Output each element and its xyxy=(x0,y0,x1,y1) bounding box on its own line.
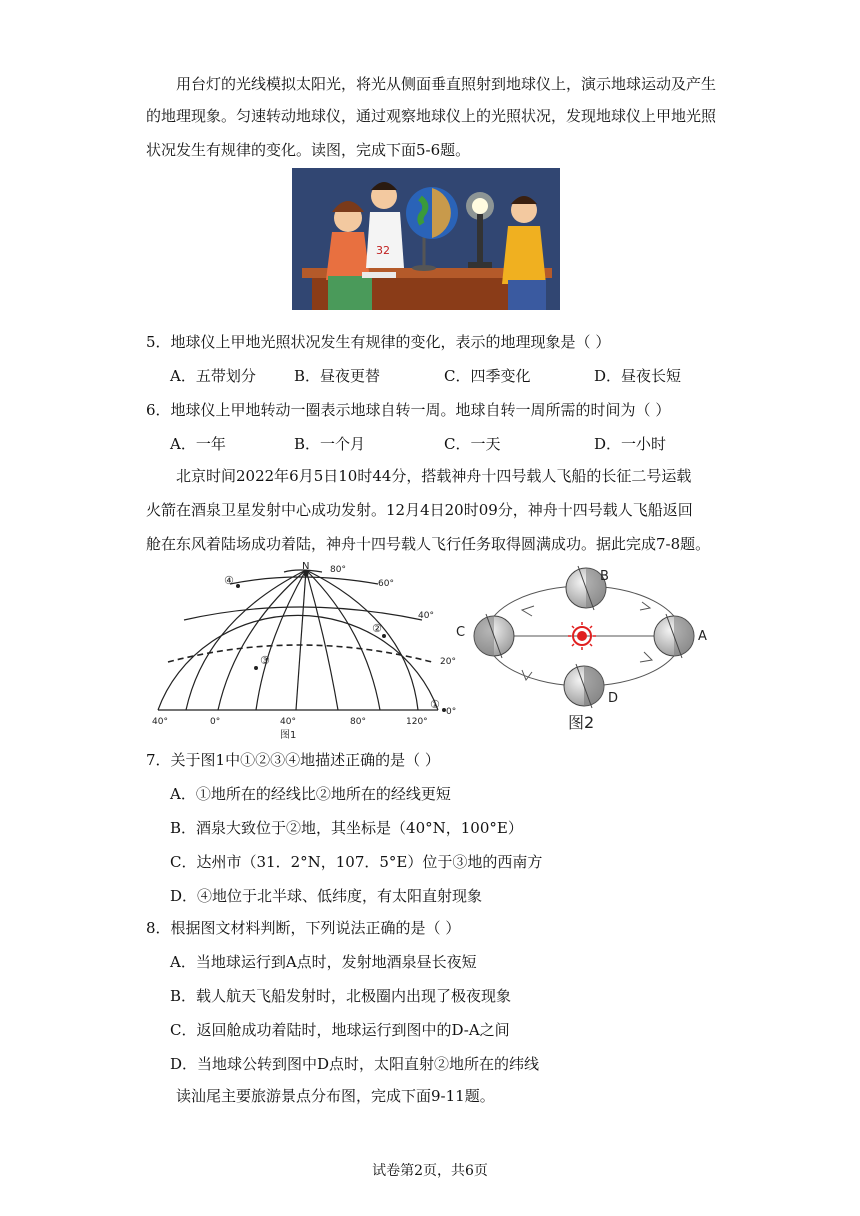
q5-option-a[interactable]: A．五带划分 xyxy=(170,367,256,385)
q7-option-c[interactable]: C．达州市（31．2°N，107．5°E）位于③地的西南方 xyxy=(170,853,543,871)
intro1-line1: 用台灯的光线模拟太阳光，将光从侧面垂直照射到地球仪上，演示地球运动及产生 xyxy=(176,75,717,93)
lat-label-0: 0° xyxy=(446,707,457,717)
meridian-3 xyxy=(256,570,306,710)
figure2-caption: 图2 xyxy=(568,713,595,732)
q5-option-c[interactable]: C．四季变化 xyxy=(444,367,531,385)
outer-arc xyxy=(158,615,438,710)
q8-option-b[interactable]: B．载人航天飞船发射时，北极圈内出现了极夜现象 xyxy=(170,987,512,1005)
point-4-label: ④ xyxy=(224,574,234,587)
q6-option-c[interactable]: C．一天 xyxy=(444,435,501,453)
q6-option-a[interactable]: A．一年 xyxy=(170,435,226,453)
q7-option-a[interactable]: A．①地所在的经线比②地所在的经线更短 xyxy=(170,785,451,803)
meridian-7 xyxy=(306,570,418,710)
svg-text:32: 32 xyxy=(376,244,390,257)
q8-option-a[interactable]: A．当地球运行到A点时，发射地酒泉昼长夜短 xyxy=(170,953,477,971)
meridian-2 xyxy=(218,570,306,710)
point-2-dot xyxy=(382,634,386,638)
q5-option-d[interactable]: D．昼夜长短 xyxy=(594,367,682,385)
globe-lamp-illustration xyxy=(292,168,560,310)
sun-icon xyxy=(568,622,596,650)
point-3-label: ③ xyxy=(260,654,270,667)
intro1-line2: 的地理现象。匀速转动地球仪，通过观察地球仪上的光照状况，发现地球仪上甲地光照 xyxy=(146,107,717,125)
q5-stem: 5．地球仪上甲地光照状况发生有规律的变化，表示的地理现象是（ ） xyxy=(146,333,611,351)
label-d: D xyxy=(608,691,619,706)
earth-a xyxy=(654,614,694,658)
meridian-4 xyxy=(296,570,306,710)
q6-option-d[interactable]: D．一小时 xyxy=(594,435,667,453)
point-1-label: ① xyxy=(430,698,440,711)
lon-label-3: 40° xyxy=(280,717,296,727)
point-4-dot xyxy=(236,584,240,588)
lon-label-5: 120° xyxy=(406,717,428,727)
lat-60 xyxy=(230,577,378,584)
point-2-label: ② xyxy=(372,622,382,635)
q7-stem: 7．关于图1中①②③④地描述正确的是（ ） xyxy=(146,751,440,769)
label-c: C xyxy=(456,625,466,640)
label-b: B xyxy=(600,569,609,584)
lon-label-4: 80° xyxy=(350,717,366,727)
q6-option-b[interactable]: B．一个月 xyxy=(294,435,366,453)
q5-option-b[interactable]: B．昼夜更替 xyxy=(294,367,381,385)
point-3-dot xyxy=(254,666,258,670)
lon-label-1: 40° xyxy=(152,717,168,727)
intro2-line1: 北京时间2022年6月5日10时44分，搭载神舟十四号载人飞船的长征二号运载 xyxy=(176,467,692,485)
label-a: A xyxy=(698,629,707,644)
intro2-line3: 舱在东风着陆场成功着陆，神舟十四号载人飞行任务取得圆满成功。据此完成7-8题。 xyxy=(146,535,711,553)
figure2-orbit xyxy=(452,562,722,734)
lat-label-40: 40° xyxy=(418,611,434,621)
page-footer: 试卷第2页，共6页 xyxy=(372,1163,488,1179)
point-1-dot xyxy=(442,708,446,712)
q8-option-d[interactable]: D．当地球公转到图中D点时，太阳直射②地所在的纬线 xyxy=(170,1055,540,1073)
lat-label-60: 60° xyxy=(378,579,394,589)
figure1-caption: 图1 xyxy=(280,730,297,741)
north-label: N xyxy=(302,561,310,572)
q7-option-d[interactable]: D．④地位于北半球、低纬度，有太阳直射现象 xyxy=(170,887,483,905)
earth-c xyxy=(474,614,514,658)
earth-d xyxy=(564,664,604,708)
q8-option-c[interactable]: C．返回舱成功着陆时，地球运行到图中的D-A之间 xyxy=(170,1021,510,1039)
lat-label-80: 80° xyxy=(330,565,346,575)
meridian-5 xyxy=(306,570,338,710)
q6-stem: 6．地球仪上甲地转动一圈表示地球自转一周。地球自转一周所需的时间为（ ） xyxy=(146,401,671,419)
q8-stem: 8．根据图文材料判断，下列说法正确的是（ ） xyxy=(146,919,461,937)
intro3: 读汕尾主要旅游景点分布图，完成下面9-11题。 xyxy=(176,1087,495,1105)
q7-option-b[interactable]: B．酒泉大致位于②地，其坐标是（40°N，100°E） xyxy=(170,819,523,837)
intro1-line3: 状况发生有规律的变化。读图，完成下面5-6题。 xyxy=(146,141,471,159)
figure1-lat-long-grid xyxy=(146,560,462,746)
intro2-line2: 火箭在酒泉卫星发射中心成功发射。12月4日20时09分，神舟十四号载人飞船返回 xyxy=(146,501,693,519)
lon-label-2: 0° xyxy=(210,717,221,727)
lat-label-20: 20° xyxy=(440,657,456,667)
